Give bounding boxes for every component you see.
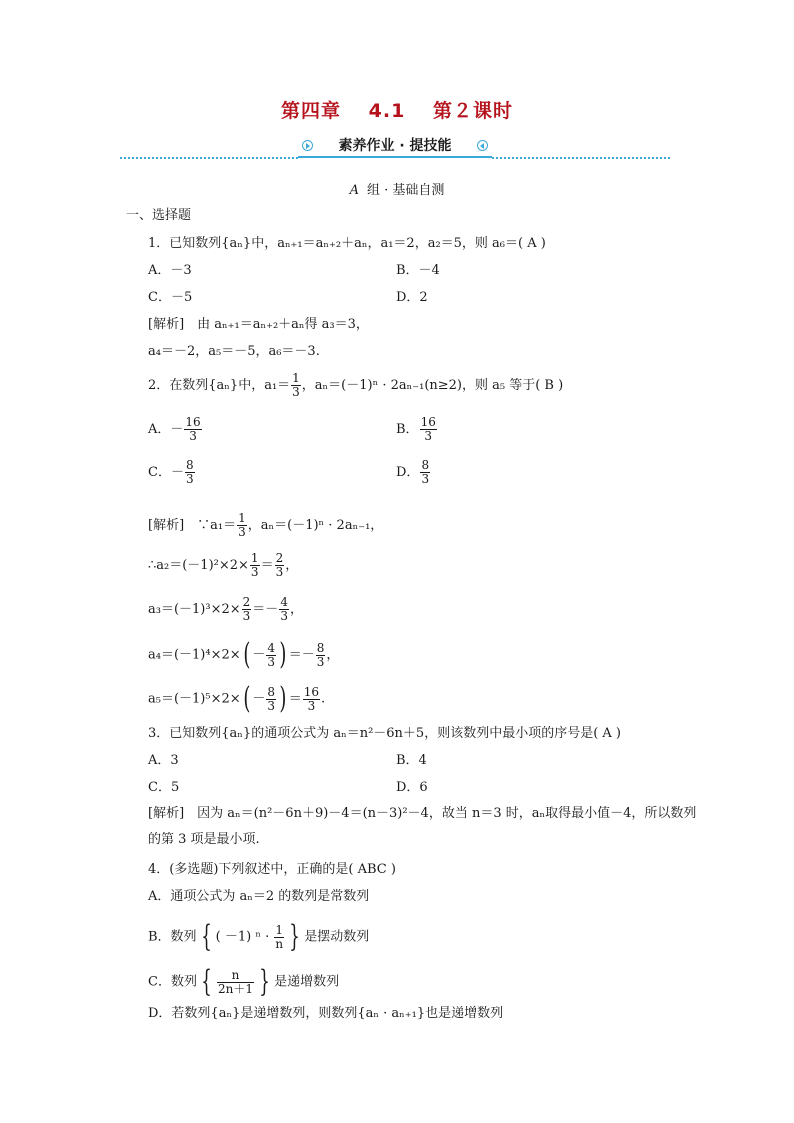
q2-option-a bbox=[148, 416, 203, 443]
denominator: 3 bbox=[424, 429, 433, 443]
denominator: 3 bbox=[250, 565, 259, 579]
chapter-label: 第四章 bbox=[281, 100, 342, 122]
numerator: 1 bbox=[250, 551, 259, 565]
option-prefix: C．－ bbox=[148, 465, 184, 480]
equals: ＝ bbox=[288, 691, 302, 707]
group-title bbox=[0, 179, 794, 198]
denominator: n bbox=[275, 936, 284, 951]
numerator: 16 bbox=[303, 684, 320, 699]
q1-solution-line1: [解析] 由 aₙ₊₁＝aₙ₊₂＋aₙ得 a₃＝3， bbox=[148, 317, 369, 332]
denominator: 3 bbox=[185, 472, 194, 486]
option-prefix: B．数列 bbox=[148, 929, 197, 945]
denominator: 3 bbox=[189, 429, 197, 443]
option-suffix: 是摆动数列 bbox=[304, 929, 370, 945]
q4-option-c bbox=[148, 964, 340, 999]
numerator: n bbox=[217, 969, 254, 983]
numerator: 8 bbox=[185, 458, 194, 472]
group-text: 组 · 基础自测 bbox=[366, 183, 445, 198]
step-fraction-2 bbox=[279, 596, 289, 623]
q4-stem: 4．(多选题)下列叙述中，正确的是( ABC ) bbox=[148, 862, 396, 877]
minus: － bbox=[252, 647, 266, 663]
play-left-icon bbox=[477, 140, 488, 151]
numerator: 8 bbox=[421, 458, 430, 472]
step-end: ， bbox=[326, 647, 340, 663]
group-letter: A bbox=[349, 183, 359, 198]
step-prefix: ∴a₂＝(－1)²×2× bbox=[148, 558, 249, 573]
q1-solution-line2: a₄＝－2，a₅＝－5，a₆＝－3. bbox=[148, 344, 320, 359]
option-fraction bbox=[184, 416, 201, 443]
q3-stem: 3．已知数列{aₙ}的通项公式为 aₙ＝n²－6n＋5，则该数列中最小项的序号是( A ) bbox=[148, 726, 621, 741]
step-end: . bbox=[321, 691, 326, 707]
numerator: 4 bbox=[267, 640, 276, 655]
numerator: 1 bbox=[238, 511, 246, 525]
solution-prefix: [解析] ∵a₁＝ bbox=[148, 518, 237, 533]
numerator: 1 bbox=[292, 371, 300, 385]
q1-stem: 1．已知数列{aₙ}中，aₙ₊₁＝aₙ₊₂＋aₙ，a₁＝2，a₂＝5，则 a₆＝( A ) bbox=[148, 236, 546, 251]
q3-solution: [解析] 因为 aₙ＝(n²－6n＋9)－4＝(n－3)²－4，故当 n＝3 时，aₙ取得最小值－4，所以数列的第 3 项是最小项. bbox=[148, 806, 697, 847]
option-fraction bbox=[420, 459, 430, 486]
step-fraction-1 bbox=[250, 552, 260, 579]
q1-option-c: C．－5 bbox=[148, 290, 193, 305]
dotted-divider-left bbox=[120, 157, 298, 159]
numerator: 16 bbox=[185, 415, 201, 429]
numerator: 2 bbox=[275, 551, 284, 565]
denominator: 3 bbox=[292, 385, 300, 399]
denominator: 3 bbox=[307, 698, 316, 713]
q2-stem-fraction bbox=[291, 372, 301, 399]
denominator: 3 bbox=[316, 654, 325, 669]
left-paren: ( bbox=[243, 637, 251, 672]
step-prefix: a₃＝(－1)³×2× bbox=[148, 602, 241, 617]
denominator: 3 bbox=[275, 565, 284, 579]
numerator: 16 bbox=[420, 415, 436, 429]
q2-option-b bbox=[396, 416, 438, 443]
equals: ＝ bbox=[260, 558, 274, 573]
denominator: 3 bbox=[242, 609, 251, 623]
denominator: 3 bbox=[267, 654, 276, 669]
q3-option-a: A．3 bbox=[148, 753, 179, 768]
option-fraction bbox=[217, 969, 254, 996]
q4-option-d: D．若数列{aₙ}是递增数列，则数列{aₙ · aₙ₊₁}也是递增数列 bbox=[148, 1006, 504, 1021]
q2-solution-a2 bbox=[148, 552, 298, 579]
option-suffix: 是递增数列 bbox=[274, 974, 340, 990]
option-prefix: A．－ bbox=[148, 422, 184, 437]
denominator: 2n＋1 bbox=[218, 981, 254, 996]
q1-option-b: B．－4 bbox=[396, 263, 440, 278]
right-brace: } bbox=[289, 919, 300, 954]
q3-option-b: B．4 bbox=[396, 753, 427, 768]
denominator: 3 bbox=[421, 472, 430, 486]
q2-solution-a3 bbox=[148, 596, 303, 623]
numerator: 2 bbox=[242, 595, 251, 609]
q2-solution-a5 bbox=[148, 681, 326, 716]
option-fraction bbox=[185, 459, 195, 486]
q2-solution-line1 bbox=[148, 512, 383, 539]
numerator: 1 bbox=[275, 922, 284, 937]
step-prefix: a₄＝(－1)⁴×2× bbox=[148, 647, 241, 663]
section-label: 4.1 bbox=[368, 100, 406, 122]
q4-option-b bbox=[148, 919, 370, 954]
left-paren: ( bbox=[243, 681, 251, 716]
numerator: 4 bbox=[280, 595, 288, 609]
dotted-divider-right bbox=[492, 157, 670, 159]
q2-option-c bbox=[148, 459, 196, 486]
section-banner bbox=[120, 135, 670, 161]
q2-stem bbox=[148, 372, 563, 399]
minus: － bbox=[252, 691, 266, 707]
right-paren: ) bbox=[279, 681, 287, 716]
option-prefix: B． bbox=[396, 422, 419, 437]
q2-solution-a4 bbox=[148, 637, 340, 672]
q4-option-a: A．通项公式为 aₙ＝2 的数列是常数列 bbox=[148, 889, 370, 904]
step-fraction-1 bbox=[266, 642, 276, 669]
solution-fraction bbox=[237, 512, 247, 539]
step-fraction-2 bbox=[303, 686, 320, 713]
q3-option-d: D．6 bbox=[396, 780, 428, 795]
option-prefix: C．数列 bbox=[148, 974, 197, 990]
right-paren: ) bbox=[279, 637, 287, 672]
q1-option-a: A．－3 bbox=[148, 263, 192, 278]
numerator: 8 bbox=[267, 684, 276, 699]
option-fraction bbox=[274, 924, 284, 951]
right-brace: } bbox=[259, 964, 270, 999]
option-fraction bbox=[420, 416, 437, 443]
lesson-label: 第２课时 bbox=[432, 100, 513, 122]
q1-option-d: D．2 bbox=[396, 290, 428, 305]
step-fraction-1 bbox=[242, 596, 252, 623]
q2-stem-pre: 2．在数列{aₙ}中，a₁＝ bbox=[148, 378, 291, 393]
left-brace: { bbox=[201, 964, 212, 999]
left-brace: { bbox=[200, 919, 212, 954]
part-title: 一、选择题 bbox=[126, 208, 192, 223]
step-fraction-2 bbox=[316, 642, 326, 669]
page-title bbox=[0, 96, 794, 123]
numerator: 8 bbox=[316, 640, 325, 655]
step-fraction-2 bbox=[275, 552, 285, 579]
equals: ＝－ bbox=[288, 647, 315, 663]
solution-post: ，aₙ＝(－1)ⁿ · 2aₙ₋₁， bbox=[247, 518, 384, 533]
option-prefix: D． bbox=[396, 465, 420, 480]
equals: ＝－ bbox=[252, 602, 279, 617]
q2-stem-post: ，aₙ＝(－1)ⁿ · 2aₙ₋₁(n≥2)，则 a₅ 等于( B ) bbox=[301, 378, 564, 393]
step-prefix: a₅＝(－1)⁵×2× bbox=[148, 691, 241, 707]
banner-label: 素养作业 · 提技能 bbox=[338, 138, 452, 154]
option-expression: ( －1) ⁿ · bbox=[215, 929, 274, 945]
step-fraction-1 bbox=[266, 686, 276, 713]
q3-option-c: C．5 bbox=[148, 780, 180, 795]
denominator: 3 bbox=[280, 609, 288, 623]
step-end: ， bbox=[285, 558, 299, 573]
q2-option-d bbox=[396, 459, 431, 486]
step-end: ， bbox=[289, 602, 303, 617]
denominator: 3 bbox=[267, 698, 276, 713]
denominator: 3 bbox=[238, 525, 246, 539]
